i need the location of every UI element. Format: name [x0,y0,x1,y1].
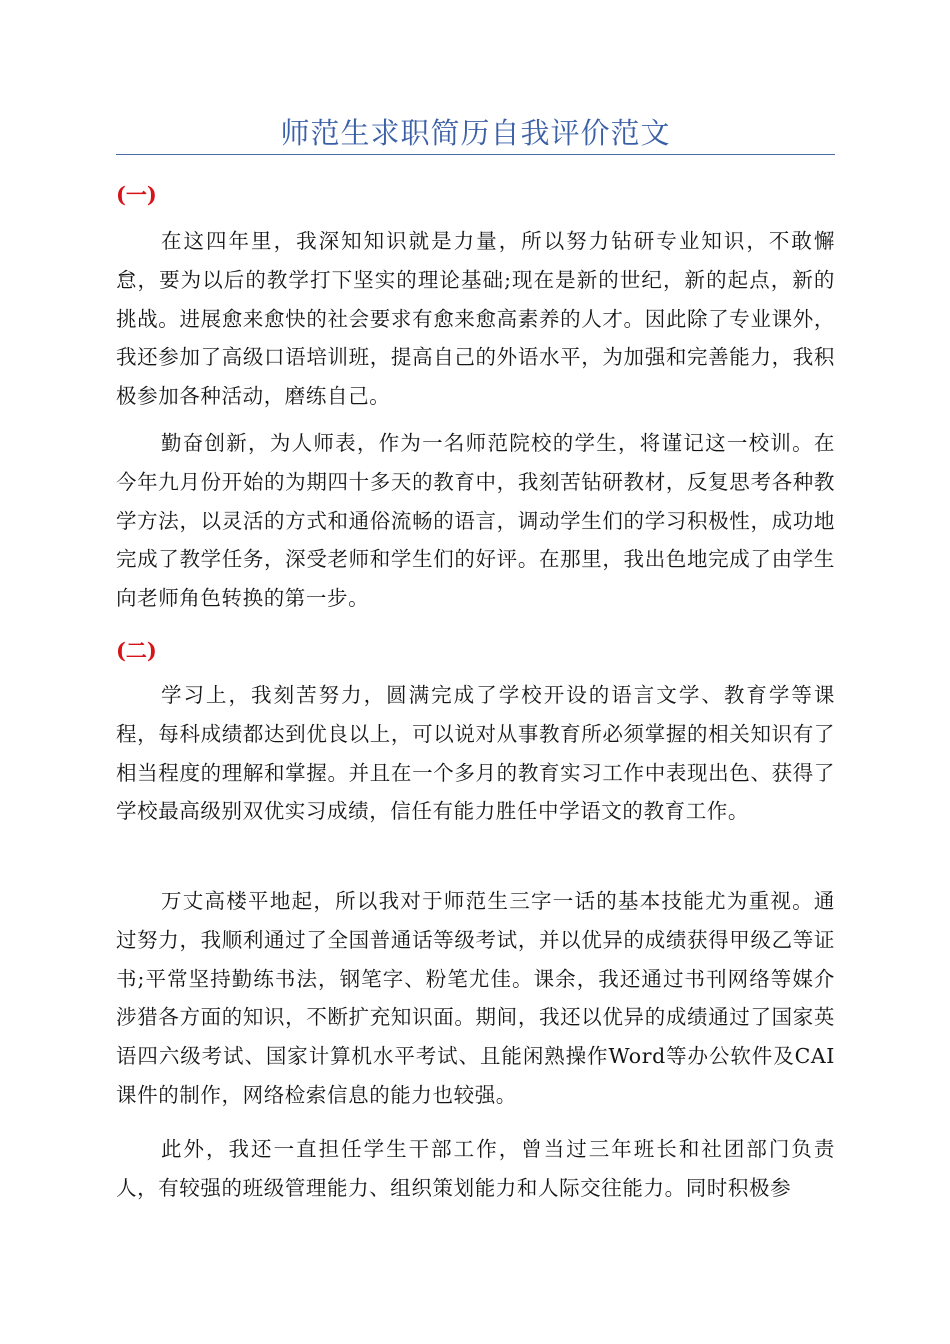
paragraph: 勤奋创新，为人师表，作为一名师范院校的学生，将谨记这一校训。在今年九月份开始的为期四十多天的教育中，我刻苦钻研教材，反复思考各种教学方法，以灵活的方式和通俗流畅的语言，调动学生们的学习积极性，成功地完成了教学任务，深受老师和学生们的好评。在那里，我出色地完成了由学生向老师角色转换的第一步。 [116,431,835,611]
section-heading-1: (一) [116,182,157,207]
section-heading-2: (二) [116,638,157,663]
paragraph: 在这四年里，我深知知识就是力量，所以努力钻研专业知识，不敢懈怠，要为以后的教学打下坚实的理论基础;现在是新的世纪，新的起点，新的挑战。进展愈来愈快的社会要求有愈来愈高素养的人才。因此除了专业课外，我还参加了高级口语培训班，提高自己的外语水平，为加强和完善能力，我积极参加各种活动，磨练自己。 [116,229,835,409]
paragraph: 学习上，我刻苦努力，圆满完成了学校开设的语言文学、教育学等课程，每科成绩都达到优良以上，可以说对从事教育所必须掌握的相关知识有了相当程度的理解和掌握。并且在一个多月的教育实习工作中表现出色、获得了学校最高级别双优实习成绩，信任有能力胜任中学语文的教育工作。 [116,683,835,824]
paragraph: 此外，我还一直担任学生干部工作，曾当过三年班长和社团部门负责人，有较强的班级管理能力、组织策划能力和人际交往能力。同时积极参 [116,1137,835,1200]
paragraph: 万丈高楼平地起，所以我对于师范生三字一话的基本技能尤为重视。通过努力，我顺利通过了全国普通话等级考试，并以优异的成绩获得甲级乙等证书;平常坚持勤练书法，钢笔字、粉笔尤佳。课余，我还通过书刊网络等媒介涉猎各方面的知识，不断扩充知识面。期间，我还以优异的成绩通过了国家英语四六级考试、国家计算机水平考试、且能闲熟操作Word等办公软件及CAI课件的制作，网络检索信息的能力也较强。 [116,889,835,1107]
document-title: 师范生求职简历自我评价范文 [280,116,671,150]
title-underline [116,154,835,155]
